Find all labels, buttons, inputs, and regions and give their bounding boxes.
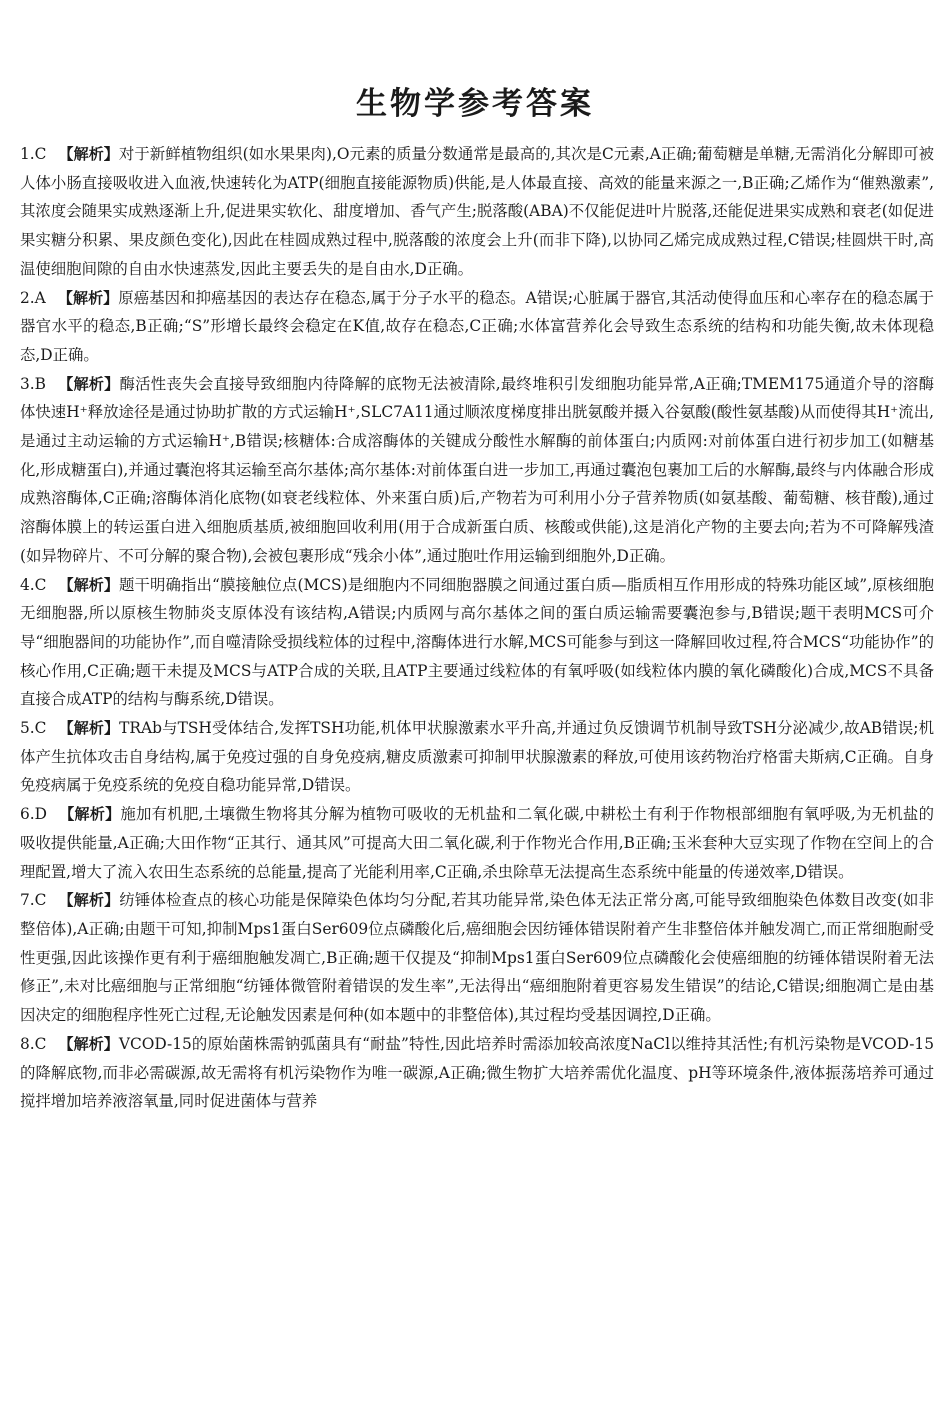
answer-item-5: [20, 714, 934, 800]
answer-text: 题干明确指出“膜接触位点(MCS)是细胞内不同细胞器膜之间通过蛋白质—脂质相互作用形成的特殊功能区域”,原核细胞无细胞器,所以原核生物肺炎支原体没有该结构,A错误;内质网与高尔基体之间的蛋白质运输需要囊泡参与,B错误;题干表明MCS可介导“细胞器间的功能协作”,而自噬清除受损线粒体的过程中,溶酶体进行水解,MCS可能参与到这一降解回收过程,符合MCS“功能协作”的核心作用,C正确;题干未提及MCS与ATP合成的关联,且ATP主要通过线粒体的有氧呼吸(如线粒体内膜的氧化磷酸化)合成,MCS不具备直接合成ATP的结构与酶系统,D错误。: [20, 575, 934, 709]
analysis-tag: 【解析】: [57, 288, 119, 307]
page-bottom-mask: [0, 1332, 950, 1406]
answer-text: 酶活性丧失会直接导致细胞内待降解的底物无法被清除,最终堆积引发细胞功能异常,A正确;TMEM175通道介导的溶酶体快速H⁺释放途径是通过协助扩散的方式运输H⁺,SLC7A11通过顺浓度梯度排出胱氨酸并摄入谷氨酸(酸性氨基酸)从而使得其H⁺流出,是通过主动运输的方式运输H⁺,B错误;核糖体:合成溶酶体的关键成分酸性水解酶的前体蛋白;内质网:对前体蛋白进行初步加工(如糖基化,形成糖蛋白),并通过囊泡将其运输至高尔基体;高尔基体:对前体蛋白进一步加工,再通过囊泡包裹加工后的水解酶,最终与内体融合形成成熟溶酶体,C正确;溶酶体消化底物(如衰老线粒体、外来蛋白质)后,产物若为可利用小分子营养物质(如氨基酸、葡萄糖、核苷酸),通过溶酶体膜上的转运蛋白进入细胞质基质,被细胞回收利用(用于合成新蛋白质、核酸或供能),这是消化产物的主要去向;若为不可降解残渣(如异物碎片、不可分解的聚合物),会被包裹形成“残余小体”,通过胞吐作用运输到细胞外,D正确。: [20, 374, 934, 565]
answer-number: 2.A: [20, 288, 46, 307]
answer-text: 施加有机肥,土壤微生物将其分解为植物可吸收的无机盐和二氧化碳,中耕松土有利于作物根部细胞有氧呼吸,为无机盐的吸收提供能量,A正确;大田作物“正其行、通其风”可提高大田二氧化碳,利于作物光合作用,B正确;玉米套种大豆实现了作物在空间上的合理配置,增大了流入农田生态系统的总能量,提高了光能利用率,C正确,杀虫除草无法提高生态系统中能量的传递效率,D错误。: [20, 805, 934, 881]
analysis-tag: 【解析】: [58, 575, 120, 594]
answer-item-6: [20, 800, 934, 886]
analysis-tag: 【解析】: [58, 719, 120, 738]
answer-number: 8.C: [20, 1034, 47, 1053]
answer-number: 1.C: [20, 145, 47, 163]
analysis-tag: 【解析】: [59, 805, 121, 824]
answer-number: 3.B: [20, 374, 46, 393]
answer-item-2: [20, 284, 934, 370]
answer-text: VCOD-15的原始菌株需钠弧菌具有“耐盐”特性,因此培养时需添加较高浓度NaCl以维持其活性;有机污染物是VCOD-15的降解底物,而非必需碳源,故无需将有机污染物作为唯一碳源,A正确;微生物扩大培养需优化温度、pH等环境条件,液体振荡培养可通过搅拌增加培养液溶氧量,同时促进菌体与营养: [20, 1034, 934, 1111]
analysis-tag: 【解析】: [58, 891, 120, 910]
answer-item-1: [20, 140, 934, 284]
answer-number: 4.C: [20, 575, 47, 594]
answer-item-7: [20, 886, 934, 1030]
answer-number: 7.C: [20, 891, 47, 910]
answer-item-8: [20, 1030, 934, 1116]
page-title: 生物学参考答案: [356, 86, 594, 122]
answer-text: 对于新鲜植物组织(如水果果肉),O元素的质量分数通常是最高的,其次是C元素,A正确;葡萄糖是单糖,无需消化分解即可被人体小肠直接吸收进入血液,快速转化为ATP(细胞直接能源物质)供能,是人体最直接、高效的能量来源之一,B正确;乙烯作为“催熟激素”,其浓度会随果实成熟逐渐上升,促进果实软化、甜度增加、香气产生;脱落酸(ABA)不仅能促进叶片脱落,还能促进果实成熟和衰老(如促进果实糖分积累、果皮颜色变化),因此在桂圆成熟过程中,脱落酸的浓度会上升(而非下降),以协同乙烯完成成熟过程,C错误;桂圆烘干时,高温使细胞间隙的自由水快速蒸发,因此主要丢失的是自由水,D正确。: [20, 145, 934, 278]
answer-text: 纺锤体检查点的核心功能是保障染色体均匀分配,若其功能异常,染色体无法正常分离,可能导致细胞染色体数目改变(如非整倍体),A正确;由题干可知,抑制Mps1蛋白Ser609位点磷酸化后,癌细胞会因纺锤体错误附着产生非整倍体并触发凋亡,而正常细胞耐受性更强,因此该操作更有利于癌细胞触发凋亡,B正确;题干仅提及“抑制Mps1蛋白Ser609位点磷酸化会使癌细胞的纺锤体错误附着无法修正”,未对比癌细胞与正常细胞“纺锤体微管附着错误的发生率”,无法得出“癌细胞附着更容易发生错误”的结论,C错误;细胞凋亡是由基因决定的细胞程序性死亡过程,无论触发因素是何种(如本题中的非整倍体),其过程均受基因调控,D正确。: [20, 891, 934, 1025]
answer-number: 5.C: [20, 719, 47, 738]
analysis-tag: 【解析】: [58, 374, 120, 393]
answer-text: 原癌基因和抑癌基因的表达存在稳态,属于分子水平的稳态。A错误;心脏属于器官,其活动使得血压和心率存在的稳态属于器官水平的稳态,B正确;“S”形增长最终会稳定在K值,故存在稳态,C正确;水体富营养化会导致生态系统的结构和功能失衡,故未体现稳态,D正确。: [20, 288, 934, 364]
answer-item-3: [20, 370, 934, 571]
answer-item-4: [20, 571, 934, 715]
answer-list: [20, 140, 934, 1116]
answer-number: 6.D: [20, 805, 48, 824]
analysis-tag: 【解析】: [58, 145, 119, 163]
analysis-tag: 【解析】: [58, 1034, 119, 1053]
answer-text: TRAb与TSH受体结合,发挥TSH功能,机体甲状腺激素水平升高,并通过负反馈调节机制导致TSH分泌减少,故AB错误;机体产生抗体攻击自身结构,属于免疫过强的自身免疫病,糖皮质激素可抑制甲状腺激素的释放,可使用该药物治疗格雷夫斯病,C正确。自身免疫病属于免疫系统的免疫自稳功能异常,D错误。: [20, 719, 934, 795]
